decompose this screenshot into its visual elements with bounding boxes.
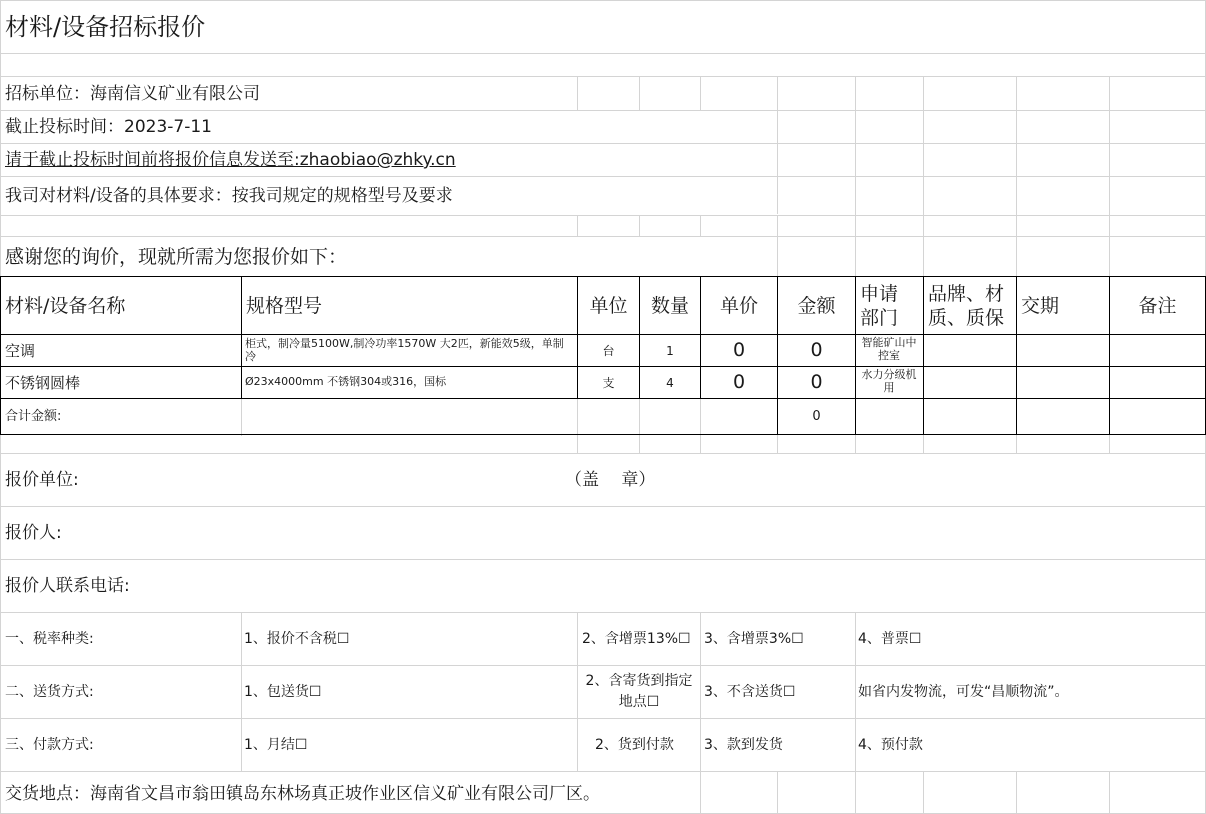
- delivery-place: 交货地点：海南省文昌市翁田镇岛东林场真正坡作业区信义矿业有限公司厂区。: [5, 784, 600, 804]
- payment-option-3[interactable]: 3、款到发货: [704, 737, 783, 753]
- header-delivery: 交期: [1021, 295, 1060, 317]
- row2-name: 不锈钢圆棒: [5, 374, 81, 392]
- quote-person-label: 报价人:: [5, 523, 62, 543]
- row1-name: 空调: [5, 342, 36, 360]
- total-label: 合计金额:: [5, 409, 62, 424]
- page-title: 材料/设备招标报价: [5, 13, 206, 41]
- shipping-option-2[interactable]: 2、含寄货到指定地点☐: [585, 673, 693, 710]
- row2-price: 0: [732, 371, 746, 393]
- row1-price: 0: [732, 339, 746, 361]
- header-brand: 品牌、材质、质保: [928, 283, 1005, 329]
- tax-option-3[interactable]: 3、含增票3%☐: [704, 631, 804, 647]
- intro-text: 感谢您的询价，现就所需为您报价如下：: [5, 246, 348, 268]
- row1-spec: 柜式，制冷量5100W,制冷功率1570W 大2匹，新能效5级，单制冷: [245, 337, 564, 363]
- shipping-option-1[interactable]: 1、包送货☐: [244, 684, 322, 700]
- row2-spec: Ø23x4000mm 不锈钢304或316，国标: [245, 375, 447, 388]
- payment-option-2[interactable]: 2、货到付款: [595, 737, 674, 753]
- payment-option-1[interactable]: 1、月结☐: [244, 737, 308, 753]
- row1-amount: 0: [810, 339, 823, 361]
- row2-dept: 水力分级机用: [861, 368, 917, 394]
- shipping-method-label: 二、送货方式:: [5, 684, 94, 700]
- row2-qty: 4: [666, 376, 674, 390]
- row1-dept: 智能矿山中控室: [861, 336, 917, 362]
- tax-option-4[interactable]: 4、普票☐: [858, 631, 922, 647]
- quote-phone-label: 报价人联系电话:: [5, 576, 130, 596]
- tax-option-2[interactable]: 2、含增票13%☐: [582, 631, 691, 647]
- seal-label: （盖 章）: [565, 470, 656, 490]
- header-amount: 金额: [797, 295, 836, 317]
- row2-unit: 支: [602, 376, 615, 390]
- quote-company-label: 报价单位:: [5, 470, 79, 490]
- row2-amount: 0: [810, 371, 823, 393]
- header-qty: 数量: [650, 295, 689, 317]
- bidder-label: 招标单位：海南信义矿业有限公司: [5, 84, 260, 104]
- payment-method-label: 三、付款方式:: [5, 737, 94, 753]
- total-value: 0: [812, 409, 821, 424]
- shipping-logistics-note: 如省内发物流，可发“昌顺物流”。: [858, 684, 1069, 700]
- email-note[interactable]: 请于截止投标时间前将报价信息发送至:zhaobiao@zhky.cn: [5, 150, 456, 170]
- header-dept: 申请部门: [860, 283, 899, 329]
- header-note: 备注: [1138, 295, 1177, 317]
- header-unit: 单位: [589, 295, 628, 317]
- deadline-label: 截止投标时间：2023-7-11: [5, 117, 212, 137]
- payment-option-4[interactable]: 4、预付款: [858, 737, 923, 753]
- tax-option-1[interactable]: 1、报价不含税☐: [244, 631, 350, 647]
- tax-type-label: 一、税率种类:: [5, 631, 94, 647]
- header-price: 单价: [719, 295, 758, 317]
- shipping-option-3[interactable]: 3、不含送货☐: [704, 684, 796, 700]
- header-spec: 规格型号: [246, 295, 323, 317]
- requirements-text: 我司对材料/设备的具体要求：按我司规定的规格型号及要求: [5, 186, 453, 206]
- header-name: 材料/设备名称: [5, 295, 126, 317]
- row1-qty: 1: [666, 344, 674, 358]
- row1-unit: 台: [602, 344, 615, 358]
